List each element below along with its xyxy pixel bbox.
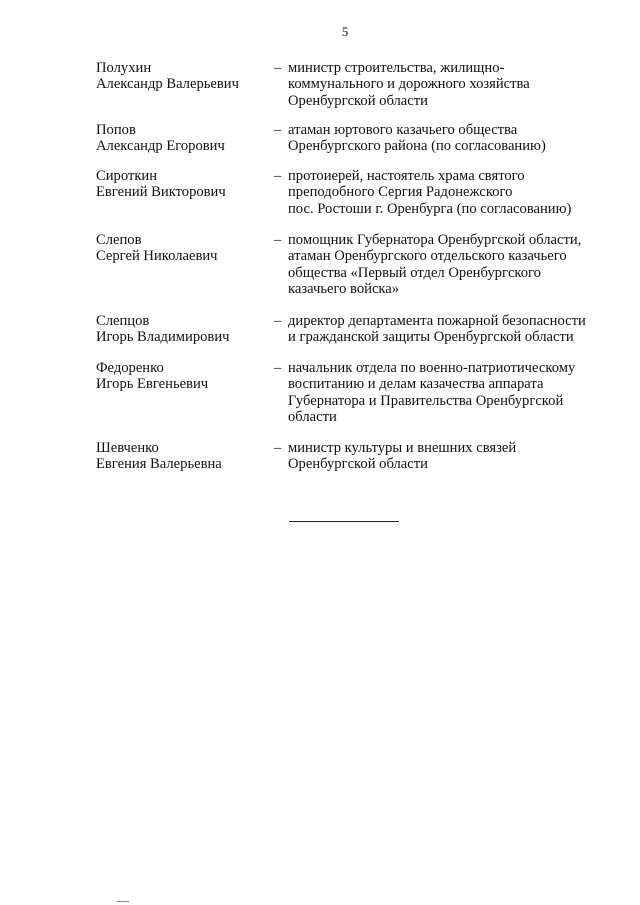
position-line: пос. Ростоши г. Оренбурга (по согласованию) [288,200,572,217]
member-name [96,60,266,93]
member-given-names: Александр Егорович [96,138,225,155]
member-name [96,168,266,201]
dash-separator: – [274,168,282,184]
member-surname: Слепов [96,232,142,248]
member-surname: Сироткин [96,168,158,184]
dash-separator: – [274,313,282,329]
position-line: Оренбургской области [288,92,428,109]
page-number: 5 [341,24,349,39]
member-position [288,360,608,426]
position-line: атаман Оренбургского отдельского казачьего [288,248,567,265]
position-line: и гражданской защиты Оренбургской области [288,329,574,346]
member-position [288,168,608,217]
member-position [288,60,608,109]
member-position [288,440,608,473]
position-line: помощник Губернатора Оренбургской области, [288,232,582,248]
member-position [288,232,608,298]
member-name [96,440,266,473]
scan-corner-mark [117,901,129,902]
member-surname: Слепцов [96,313,150,329]
member-position [288,313,608,346]
member-surname: Полухин [96,60,152,76]
position-line: Оренбургской области [288,456,428,473]
position-line: министр строительства, жилищно- [288,60,505,76]
position-line: воспитанию и делам казачества аппарата [288,376,544,393]
dash-separator: – [274,60,282,76]
position-line: атаман юртового казачьего общества [288,122,518,138]
dash-separator: – [274,232,282,248]
position-line: начальник отдела по военно-патриотическому [288,360,576,376]
member-name [96,232,266,265]
position-line: области [288,409,337,426]
member-given-names: Александр Валерьевич [96,76,239,93]
member-given-names: Евгений Викторович [96,184,226,201]
position-line: министр культуры и внешних связей [288,440,517,456]
position-line: Оренбургского района (по согласованию) [288,138,546,155]
position-line: преподобного Сергия Радонежского [288,184,513,201]
member-given-names: Сергей Николаевич [96,248,218,265]
position-line: казачьего войска» [288,281,400,298]
member-name [96,360,266,393]
position-line: Губернатора и Правительства Оренбургской [288,392,564,409]
dash-separator: – [274,360,282,376]
dash-separator: – [274,440,282,456]
member-given-names: Игорь Евгеньевич [96,376,209,393]
dash-separator: – [274,122,282,138]
member-surname: Попов [96,122,136,138]
member-surname: Шевченко [96,440,159,456]
member-surname: Федоренко [96,360,164,376]
closing-divider-line [289,521,399,522]
position-line: протоиерей, настоятель храма святого [288,168,525,184]
member-position [288,122,608,155]
position-line: общества «Первый отдел Оренбургского [288,264,541,281]
member-name [96,122,266,155]
member-name [96,313,266,346]
member-given-names: Евгения Валерьевна [96,456,222,473]
member-given-names: Игорь Владимирович [96,329,230,346]
position-line: коммунального и дорожного хозяйства [288,76,530,93]
position-line: директор департамента пожарной безопасности [288,313,586,329]
